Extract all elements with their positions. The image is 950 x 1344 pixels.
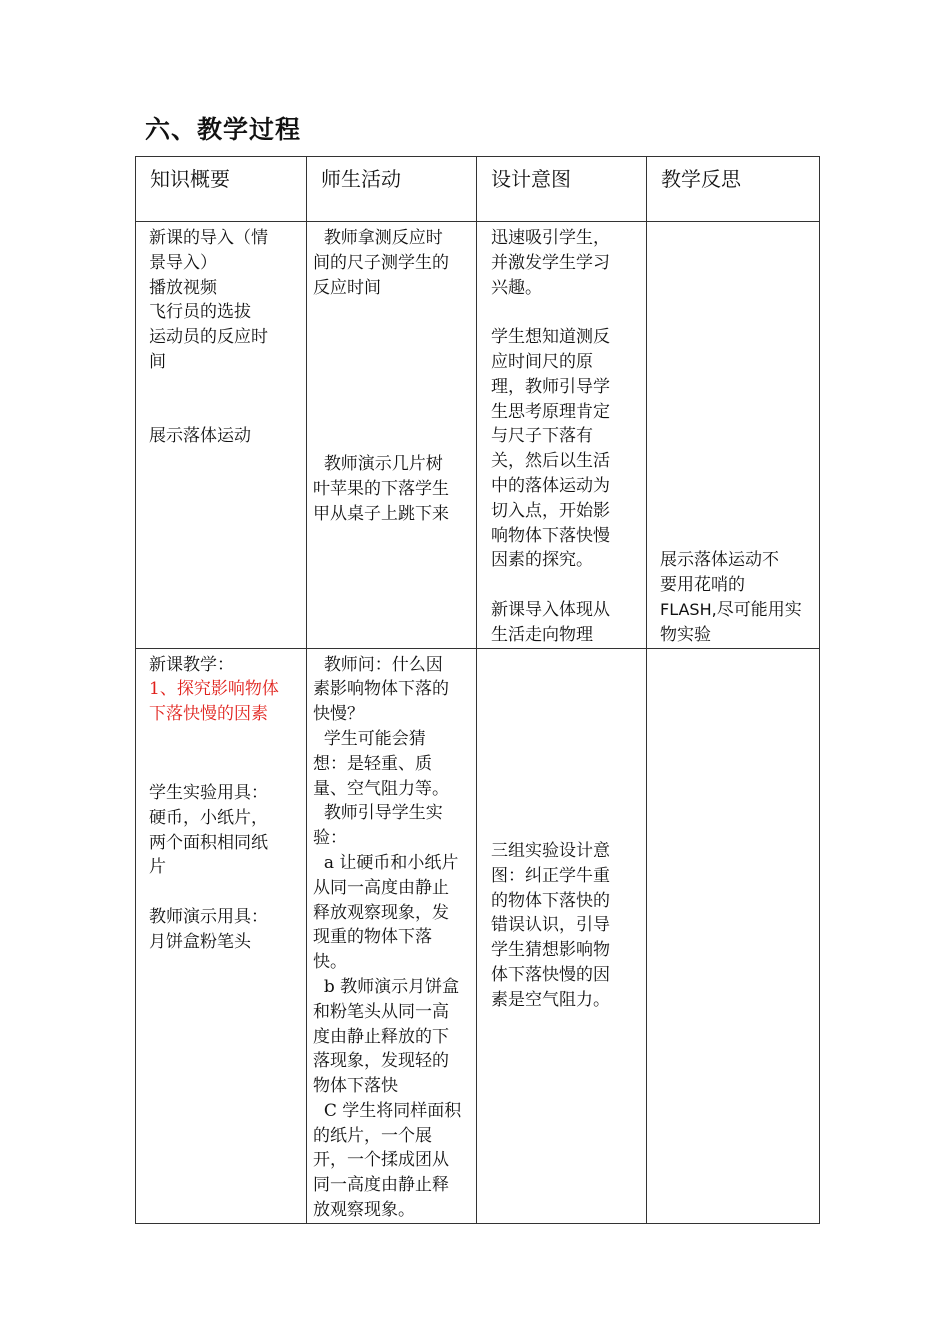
header-teaching-reflection: 教学反思 [661, 167, 741, 191]
row2-activity: 教师问：什么因 素影响物体下落的 快慢？ 学生可能会猜 想：是轻重、质 量、空气阻力等。 教师引导学生实 验： a 让硬币和小纸片 从同一高度由静止 释放观察现象，发 现重的物体下落 快。 b 教师演示月饼盒 和粉笔头从同一高 度由静止释放的下 落现象，发现轻的 物体下落快 C 学生将同样面积 的纸片，一个展 开，一个揉成团从 同一高度由静止释 放观察现象。 [313, 654, 462, 1221]
row1-design-intent: 迅速吸引学生， 并激发学生学习 兴趣。 学生想知道测反 应时间尺的原 理，教师引导学 生思考原理肯定 与尺子下落有 关，然后以生活 中的落体运动为 切入点，开始影 响物体下落快慢 因素的探究。 新课导入体现从 生活走向物理 [491, 228, 610, 645]
table-row [136, 648, 820, 1223]
row2-teaching-reflection [647, 649, 819, 653]
header-design-intent: 设计意图 [491, 167, 571, 191]
table-row [136, 222, 820, 649]
row1-activity-part-b: 教师演示几片树 叶苹果的下落学生 甲从桌子上跳下来 [313, 454, 449, 524]
row1-activity-part-a: 教师拿测反应时 间的尺子测学生的 反应时间 [313, 228, 449, 298]
table-header-row [136, 157, 820, 222]
row2-inquiry-heading: 1、探究影响物体 下落快慢的因素 [149, 679, 279, 725]
row2-new-lesson-label: 新课教学： [149, 654, 234, 675]
row2-equipment-list: 学生实验用具： 硬币，小纸片， 两个面积相同纸 片 教师演示用具： 月饼盒粉笔头 [149, 782, 268, 952]
teaching-process-table [135, 156, 820, 1224]
section-title: 六、教学过程 [145, 115, 302, 144]
row2-design-intent: 三组实验设计意 图：纠正学牛重 的物体下落快的 错误认识，引导 学生猜想影响物 体下落快慢的因 素是空气阻力。 [491, 840, 610, 1010]
row1-teaching-reflection: 展示落体运动不 要用花哨的 FLASH,尽可能用实 物实验 [660, 550, 802, 645]
header-knowledge-summary: 知识概要 [150, 167, 230, 191]
row1-knowledge-summary: 新课的导入（情 景导入） 播放视频 飞行员的选拔 运动员的反应时 间 展示落体运动 [149, 228, 268, 447]
header-teacher-student-activity: 师生活动 [321, 167, 401, 191]
